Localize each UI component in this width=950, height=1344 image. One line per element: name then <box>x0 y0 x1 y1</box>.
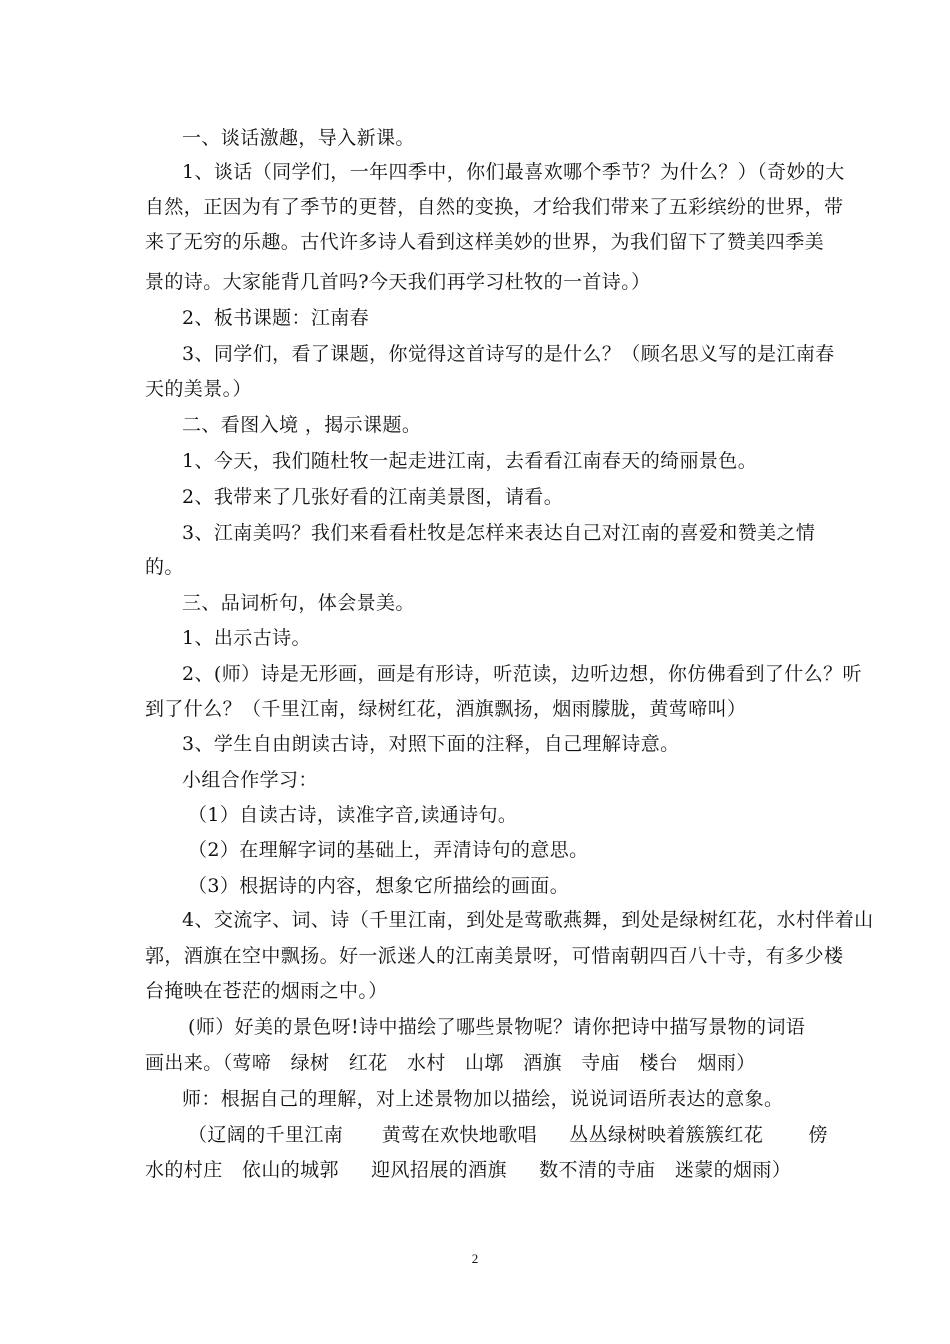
paragraph-line: （辽阔的千里江南 黄莺在欢快地歌唱 丛丛绿树映着簇簇红花 傍 <box>188 1124 828 1146</box>
paragraph-line: 2、板书课题：江南春 <box>182 307 370 329</box>
paragraph-line: 小组合作学习： <box>182 769 318 791</box>
paragraph-line: 2、(师）诗是无形画，画是有形诗，听范读，边听边想，你仿佛看到了什么？听 <box>182 663 862 685</box>
paragraph-line: 1、谈话（同学们，一年四季中，你们最喜欢哪个季节？为什么？）（奇妙的大 <box>182 161 845 183</box>
section-heading-3: 三、品词析句，体会景美。 <box>182 592 415 614</box>
list-item: （3）根据诗的内容，想象它所描绘的画面。 <box>188 875 570 897</box>
paragraph-line: 自然，正因为有了季节的更替，自然的变换，才给我们带来了五彩缤纷的世界，带 <box>145 196 844 218</box>
paragraph-line: 来了无穷的乐趣。古代许多诗人看到这样美妙的世界，为我们留下了赞美四季美 <box>145 231 825 253</box>
paragraph-line: 1、今天，我们随杜牧一起走进江南，去看看江南春天的绮丽景色。 <box>182 450 758 472</box>
paragraph-line: 3、江南美吗？我们来看看杜牧是怎样来表达自己对江南的喜爱和赞美之情 <box>182 522 816 544</box>
paragraph-line: 3、学生自由朗读古诗，对照下面的注释，自己理解诗意。 <box>182 733 680 755</box>
paragraph-line: 的。 <box>145 556 184 578</box>
paragraph-line: 1、出示古诗。 <box>182 627 311 649</box>
list-item: （1）自读古诗，读准字音,读通诗句。 <box>188 804 518 826</box>
paragraph-line: 画出来。（莺啼 绿树 红花 水村 山墎 酒旗 寺庙 楼台 烟雨） <box>145 1052 756 1074</box>
paragraph-line: 4、交流字、词、诗（千里江南，到处是莺歌燕舞，到处是绿树红花，水村伴着山 <box>182 909 874 931</box>
list-item: （2）在理解字词的基础上，弄清诗句的意思。 <box>188 839 589 861</box>
paragraph-line: 郭，酒旗在空中飘扬。好一派迷人的江南美景呀，可惜南朝四百八十寺，有多少楼 <box>145 945 844 967</box>
section-heading-2: 二、看图入境 ，揭示课题。 <box>182 414 422 436</box>
paragraph-line: 景的诗。大家能背几首吗?今天我们再学习杜牧的一首诗。） <box>145 271 651 293</box>
paragraph-line: 到了什么？（千里江南，绿树红花，酒旗飘扬，烟雨朦胧，黄莺啼叫） <box>145 698 747 720</box>
paragraph-line: 2、我带来了几张好看的江南美景图，请看。 <box>182 486 564 508</box>
section-heading-1: 一、谈话激趣，导入新课。 <box>182 127 415 149</box>
paragraph-line: 台掩映在苍茫的烟雨之中。） <box>145 980 388 1002</box>
page-number: 2 <box>471 1251 479 1266</box>
paragraph-line: 3、同学们，看了课题，你觉得这首诗写的是什么？（顾名思义写的是江南春 <box>182 343 835 365</box>
paragraph-line: 天的美景。） <box>145 378 252 400</box>
paragraph-line: 师：根据自己的理解，对上述景物加以描绘，说说词语所表达的意象。 <box>182 1088 784 1110</box>
paragraph-line: (师）好美的景色呀!诗中描绘了哪些景物呢？请你把诗中描写景物的词语 <box>188 1016 806 1038</box>
paragraph-line: 水的村庄 依山的城郭 迎风招展的酒旗 数不清的寺庙 迷蒙的烟雨） <box>145 1159 792 1181</box>
